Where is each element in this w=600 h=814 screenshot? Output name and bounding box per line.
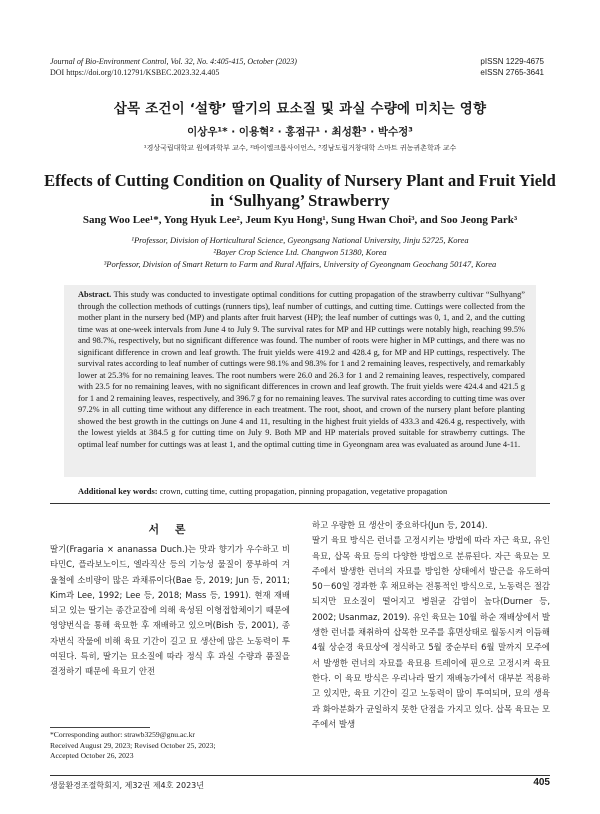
accepted-date: Accepted October 26, 2023 [50,751,134,760]
journal-citation [50,57,297,78]
received-date: Received August 29, 2023; Revised October 25, 2023; [50,740,216,750]
english-authors: Sang Woo Lee¹*, Yong Hyuk Lee², Jeum Kyu Hong¹, Sung Hwan Choi³, and Soo Jeong Park³ [82,214,518,226]
abstract-label: Abstract. [78,290,112,299]
abstract-text: This study was conducted to investigate optimal conditions for cutting propagation of the strawberry cultivar “Sulhyang” through the collection methods of cuttings (runners tips), leaf number of cuttings, and cutting time. Cuttings were collected from the mother plant in the nursery bed (MP) and plants after fruit harvest (HP); the leaf number of cuttings was 0, 1, and 2, and the cutting time was at one-week intervals from June 4 to July 9. The survival rates for MP and HP cuttings were notably high, reaching 99.5% and 98.7%, respectively, but no significant difference was found. The number of roots were higher in MP cuttings, and there was no significant difference in crown and leaf growth. The fruit yields were 419.2 and 428.4 g, for MP and HP cuttings, respectively. The survival rates according to leaf number of cuttings were 98.1% and 98.3% for 1 and 2 remaining leaves, respectively, and remarkably lower at 25.3% for no remaining leaves. The root numbers were 26.0 and 26.3 for 1 and 2 remaining leaves, respectively, compared with 23.5 for no remaining leaves, with no significant differences in crown and leaf growth. The fruit yields were 424.4 and 421.5 g for 1 and 2 remaining leaves, respectively, and 396.7 g for no remaining leaves. The survival rates according to cutting time was over 97.2% in all cutting time without any difference in each treatment. The root, shoot, and crown of the nursery plant before planting showed the best growth in the cuttings on June 4 and 11, resulting in the highest fruit yields of 433.3 and 426.4 g, respectively, with the lowest yields at 384.5 g for cutting time on July 9. Both MP and HP materials proved suitable for strawberry cuttings. The optimal leaf number for cuttings was at least 1, and the optimal cutting time in Gyeongnam area was evaluated as around June 4-11. [78,290,525,449]
affiliation-3: ³Porfessor, Division of Smart Return to Farm and Rural Affairs, University of Gyeongnam Geochang 50147, Korea [103,259,497,269]
footnote-divider [50,727,150,728]
doi-line: DOI https://doi.org/10.12791/KSBEC.2023.32.4.405 [50,67,220,77]
intro-paragraph: 딸기(Fragaria × ananassa Duch.)는 맛과 향기가 우수하고 비타민C, 플라보노이드, 엘라직산 등의 기능성 물질이 풍부하여 겨울철에 소비량이 많은 과채류이다(Bae 등, 2019; Jun 등, 2011; Kim과 Lee, 1992; Lee 등, 2018; Mass 등, 1991). 현재 재배되고 있는 딸기는 종간교잡에 의해 육성된 이형접합체이기 때문에 영양번식을 통해 육묘한 후 재배하고 있으며(Bish 등, 2001), 종자번식 작물에 비해 육묘 기간이 길고 묘 생산에 많은 노동력이 투여된다. 특히, 딸기는 묘소질에 따라 정식 후 과실 수량과 품질을 결정하기 때문에 육묘기 안전 [50,544,290,677]
divider [50,503,550,504]
journal-line: Journal of Bio-Environment Control, Vol. 32, No. 4:405-415, October (2023) [50,57,297,66]
english-title [0,171,600,211]
korean-affiliations: ¹경상국립대학교 원예과학부 교수, ²바이엘크롭사이언스, ³경남도립거창대학 스마트 귀농귀촌학과 교수 [143,144,457,152]
english-affiliations [0,234,600,270]
section-title: 서 론 [148,523,192,536]
keywords-text: crown, cutting time, cutting propagation, pinning propagation, vegetative propagation [159,487,448,496]
english-title-line1: Effects of Cutting Condition on Quality of Nursery Plant and Fruit Yield [44,171,556,190]
pissn: pISSN 1229-4675 [480,57,544,66]
english-title-line2: in ‘Sulhyang’ Strawberry [210,191,390,210]
affiliation-2: ²Bayer Crop Science Ltd. Changwon 51380, Korea [213,247,387,257]
corresponding-author: *Corresponding author: strawb3259@gnu.ac.kr [50,730,195,739]
korean-authors: 이상우¹* · 이용혁² · 홍점규¹ · 최성환³ · 박수정³ [187,126,413,138]
intro-paragraph-2: 딸기 육묘 방식은 런너를 고정시키는 방법에 따라 자근 육묘, 유인 육묘, 삽목 육묘 등의 다양한 방법으로 분류된다. 자근 육묘는 모주에서 발생한 런너의 자묘를 방임한 상태에서 발근을 유도하여 50－60일 경과한 후 채묘하는 전통적인 방식으로, 노동력은 절감되지만 묘소질이 떨어지고 병원균 감염이 높다(Durner 등, 2002; Usanmaz, 2019). 유인 육묘는 10월 하순 재배상에서 발생한 런너를 채취하여 삽목한 모주를 휴면상태로 월동시켜 이듬해 4월 상순경 육묘상에 정식하고 5월 중순부터 6월 말까지 모주에서 발생한 런너의 자묘를 육묘용 트레이에 핀으로 고정시켜 육묘한다. 이 육묘 방식은 우리나라 딸기 재배농가에서 대부분 적용하고 있지만, 육묘 기간이 길고 노동력이 많이 투여되며, 묘의 생육과 화아분화가 균일하지 못한 단점을 가지고 있다. 삽목 육묘는 모주에서 발생 [312,535,550,729]
affiliation-1: ¹Professor, Division of Horticultural Science, Gyeongsang National University, Jinju 52725, Korea [131,235,469,245]
footer-journal: 생물환경조절학회지, 제32권 제4호 2023년 [50,781,204,790]
footer-divider [50,775,550,776]
eissn: eISSN 2765-3641 [480,67,544,77]
left-column [50,542,290,680]
footnote [50,730,300,762]
korean-title: 삽목 조건이 ‘설향’ 딸기의 묘소질 및 과실 수량에 미치는 영향 [113,101,487,117]
keywords-label: Additional key words: [78,487,158,496]
issn-block [480,57,544,78]
keywords [78,486,538,497]
right-column [312,518,550,732]
intro-paragraph-continued: 하고 우량한 묘 생산이 중요하다(Jun 등, 2014). [312,520,488,530]
page-number: 405 [533,777,550,788]
abstract [78,289,525,450]
